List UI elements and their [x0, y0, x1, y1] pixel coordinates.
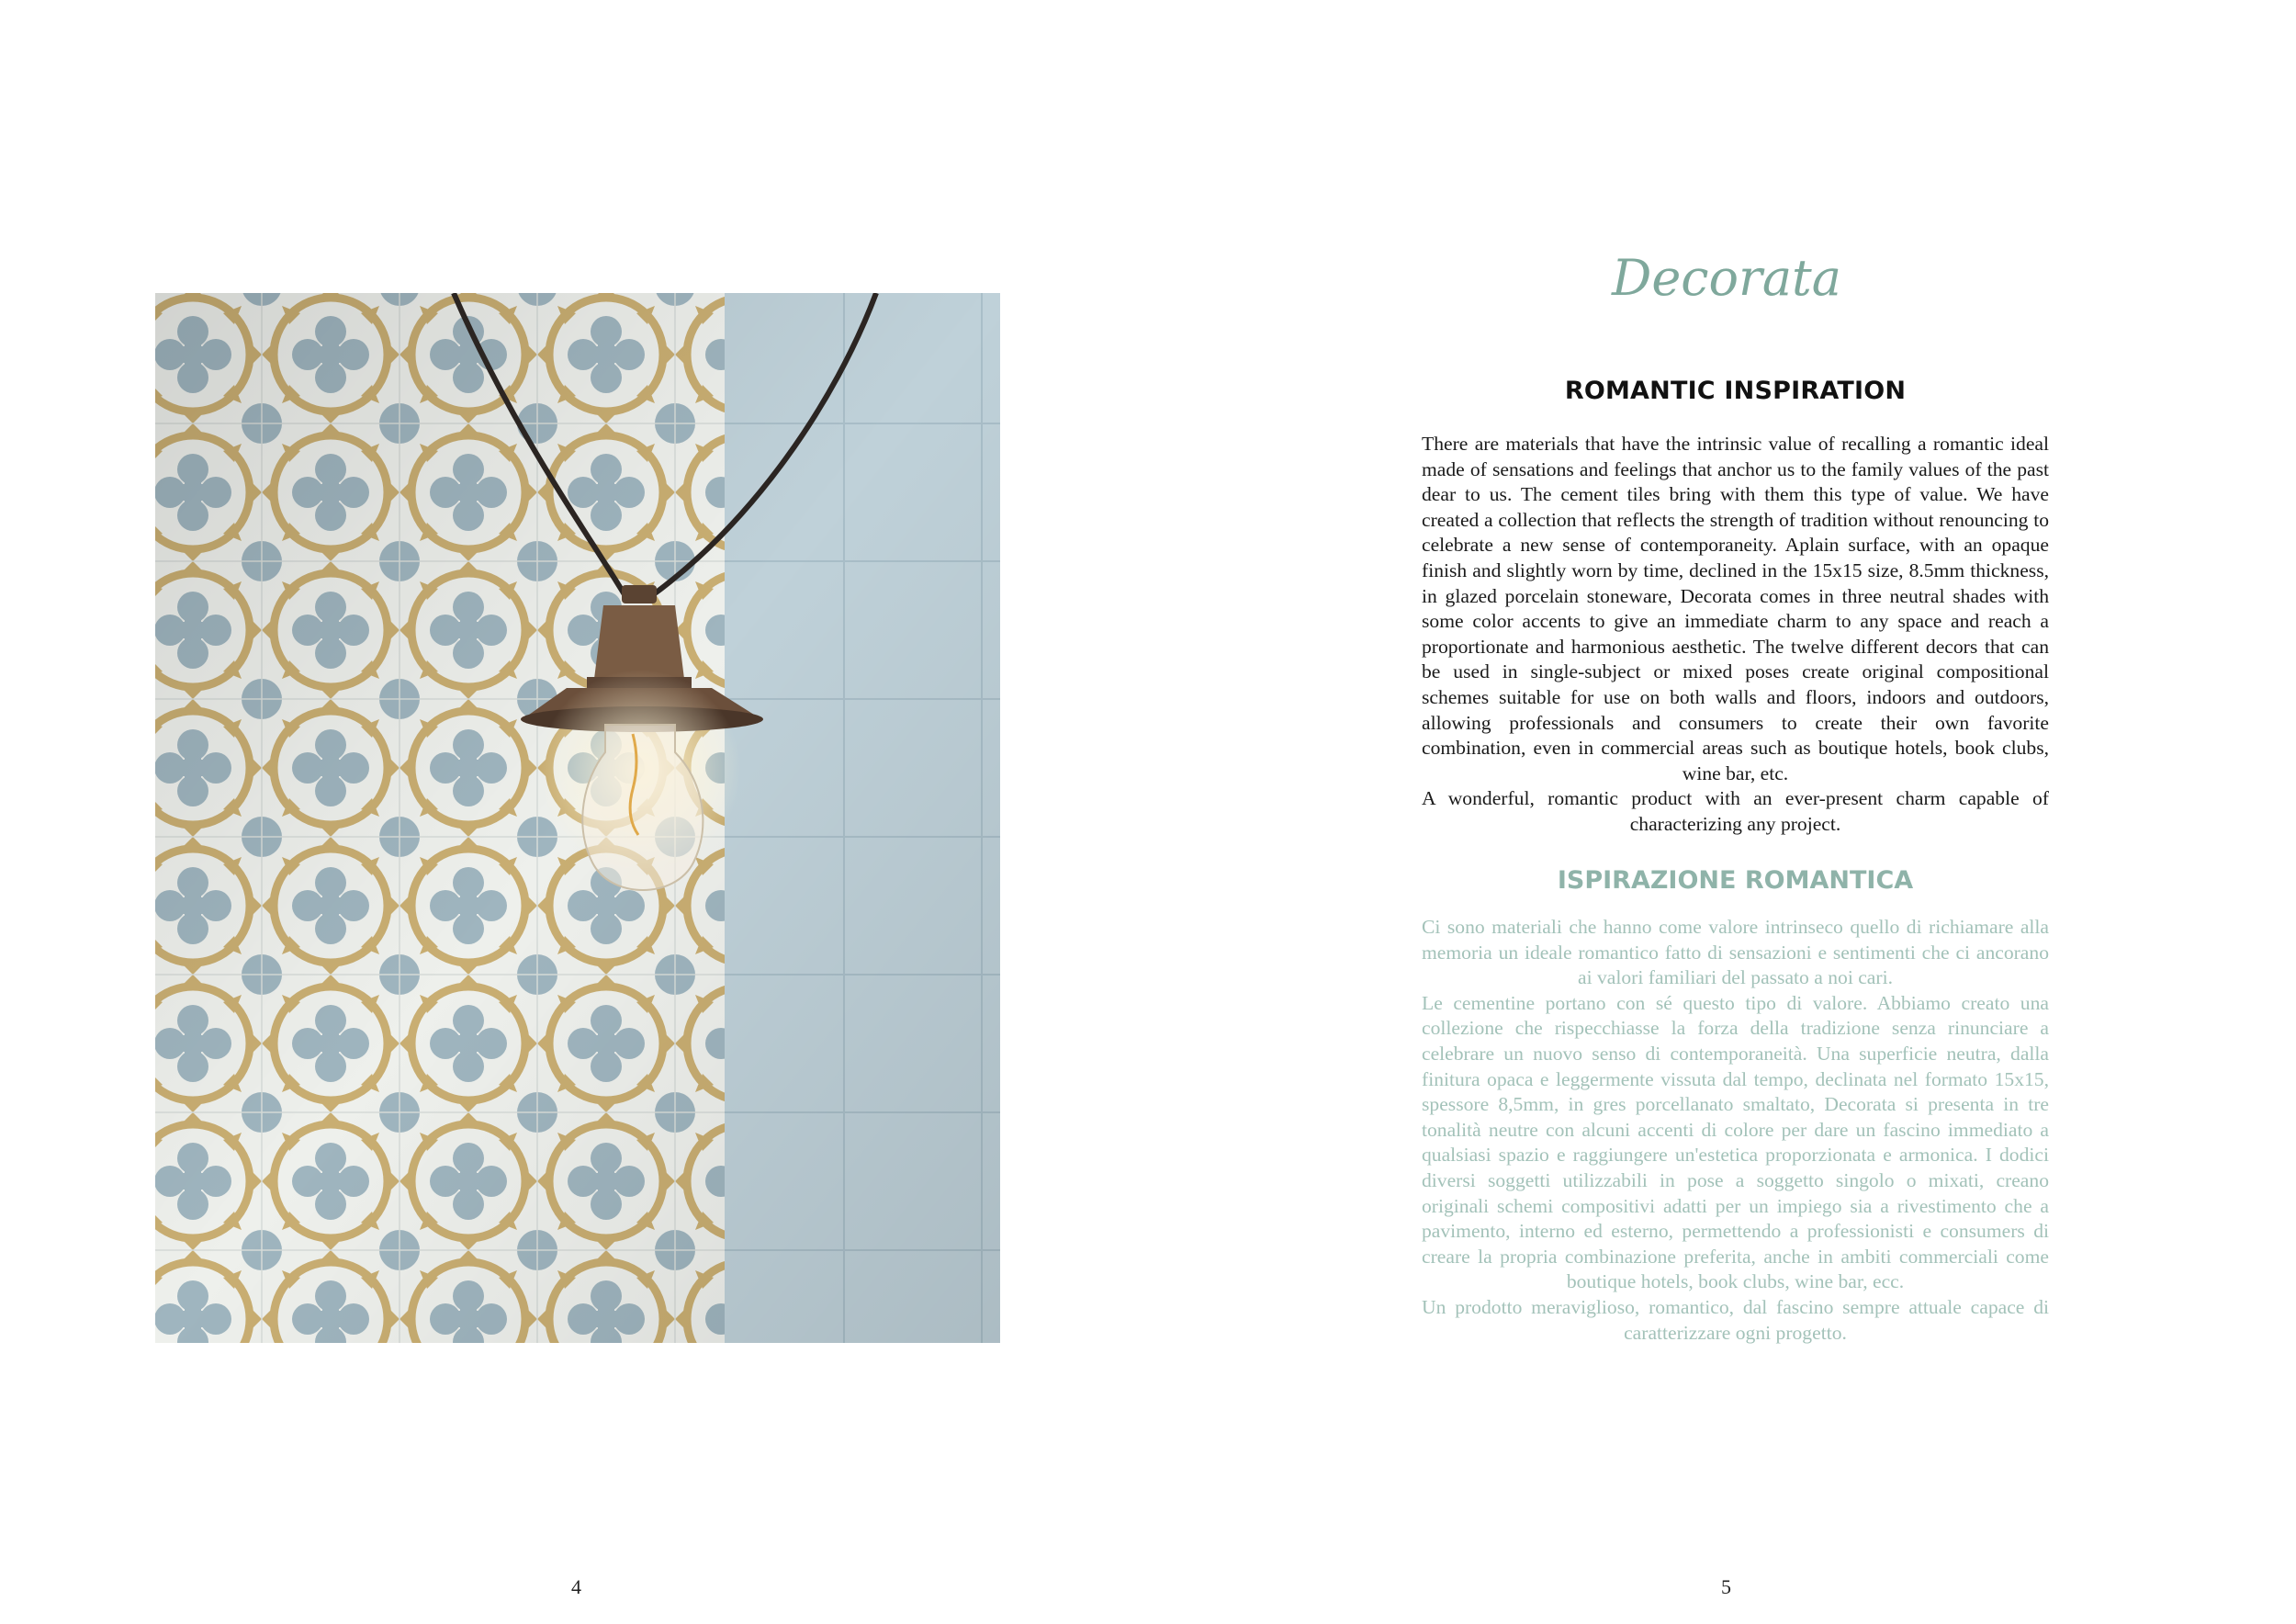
italian-body	[1422, 915, 2049, 1346]
page-number-left: 4	[571, 1575, 581, 1598]
logo-wordmark: Decorata	[1612, 249, 1841, 307]
page-number-right: 5	[1721, 1575, 1731, 1598]
italian-paragraph-1: Ci sono materiali che hanno come valore intrinseco quello di richiamare alla memoria un ideale romantico fatto di sensazioni e sentimenti che ci ancorano ai valori familiari del passato a noi cari.	[1422, 916, 2049, 989]
english-body	[1422, 432, 2049, 838]
decorata-logo	[1561, 234, 1892, 326]
decorata-script-logo	[1561, 234, 1892, 326]
italian-heading: ISPIRAZIONE ROMANTICA	[1557, 866, 1914, 895]
product-photo	[155, 293, 1000, 1343]
english-paragraph-2: A wonderful, romantic product with an ever-present charm capable of characterizing any project.	[1422, 787, 2049, 835]
english-paragraph-1: There are materials that have the intrinsic value of recalling a romantic ideal made of sensations and feelings that anchor us to the family values of the past dear to us. The cement tiles bring with them this type of value. We have created a collection that reflects the strength of tradition without renouncing to celebrate a new sense of contemporaneity. Aplain surface, with an opaque finish and slightly worn by time, declined in the 15x15 size, 8.5mm thickness, in glazed porcelain stoneware, Decorata comes in three neutral shades with some color accents to give an immediate charm to any space and reach a proportionate and harmonious aesthetic. The twelve different decors that can be used in single-subject or mixed poses create original compositional schemes suitable for use on both walls and floors, indoors and outdoors, allowing professionals and consumers to create their own favorite combination, even in commercial areas such as boutique hotels, book clubs, wine bar, etc.	[1422, 433, 2049, 784]
english-heading: ROMANTIC INSPIRATION	[1564, 377, 1907, 405]
tile-wall-lamp-image	[155, 293, 1000, 1343]
italian-paragraph-2: Le cementine portano con sé questo tipo di valore. Abbiamo creato una collezione che rispecchiasse la forza della tradizione senza rinunciare a celebrare un nuovo senso di contemporaneità. Una superficie neutra, dalla finitura opaca e leggermente vissuta dal tempo, declinata nel formato 15x15, spessore 8,5mm, in gres porcellanato smaltato, Decorata si presenta in tre tonalità neutre con alcuni accenti di colore per dare un fascino immediato a qualsiasi spazio e raggiungere un'estetica proporzionata e armonica. I dodici diversi soggetti utilizzabili in pose a soggetto singolo o mixati, creano originali schemi compositivi adatti per un impiego sia a rivestimento che a pavimento, interno ed esterno, permettendo a professionisti e consumers di creare la propria combinazione preferita, anche in ambiti commerciali come boutique hotels, book clubs, wine bar, ecc.	[1422, 991, 2049, 1293]
italian-paragraph-3: Un prodotto meraviglioso, romantico, dal fascino sempre attuale capace di caratterizzare ogni progetto.	[1422, 1295, 2049, 1344]
